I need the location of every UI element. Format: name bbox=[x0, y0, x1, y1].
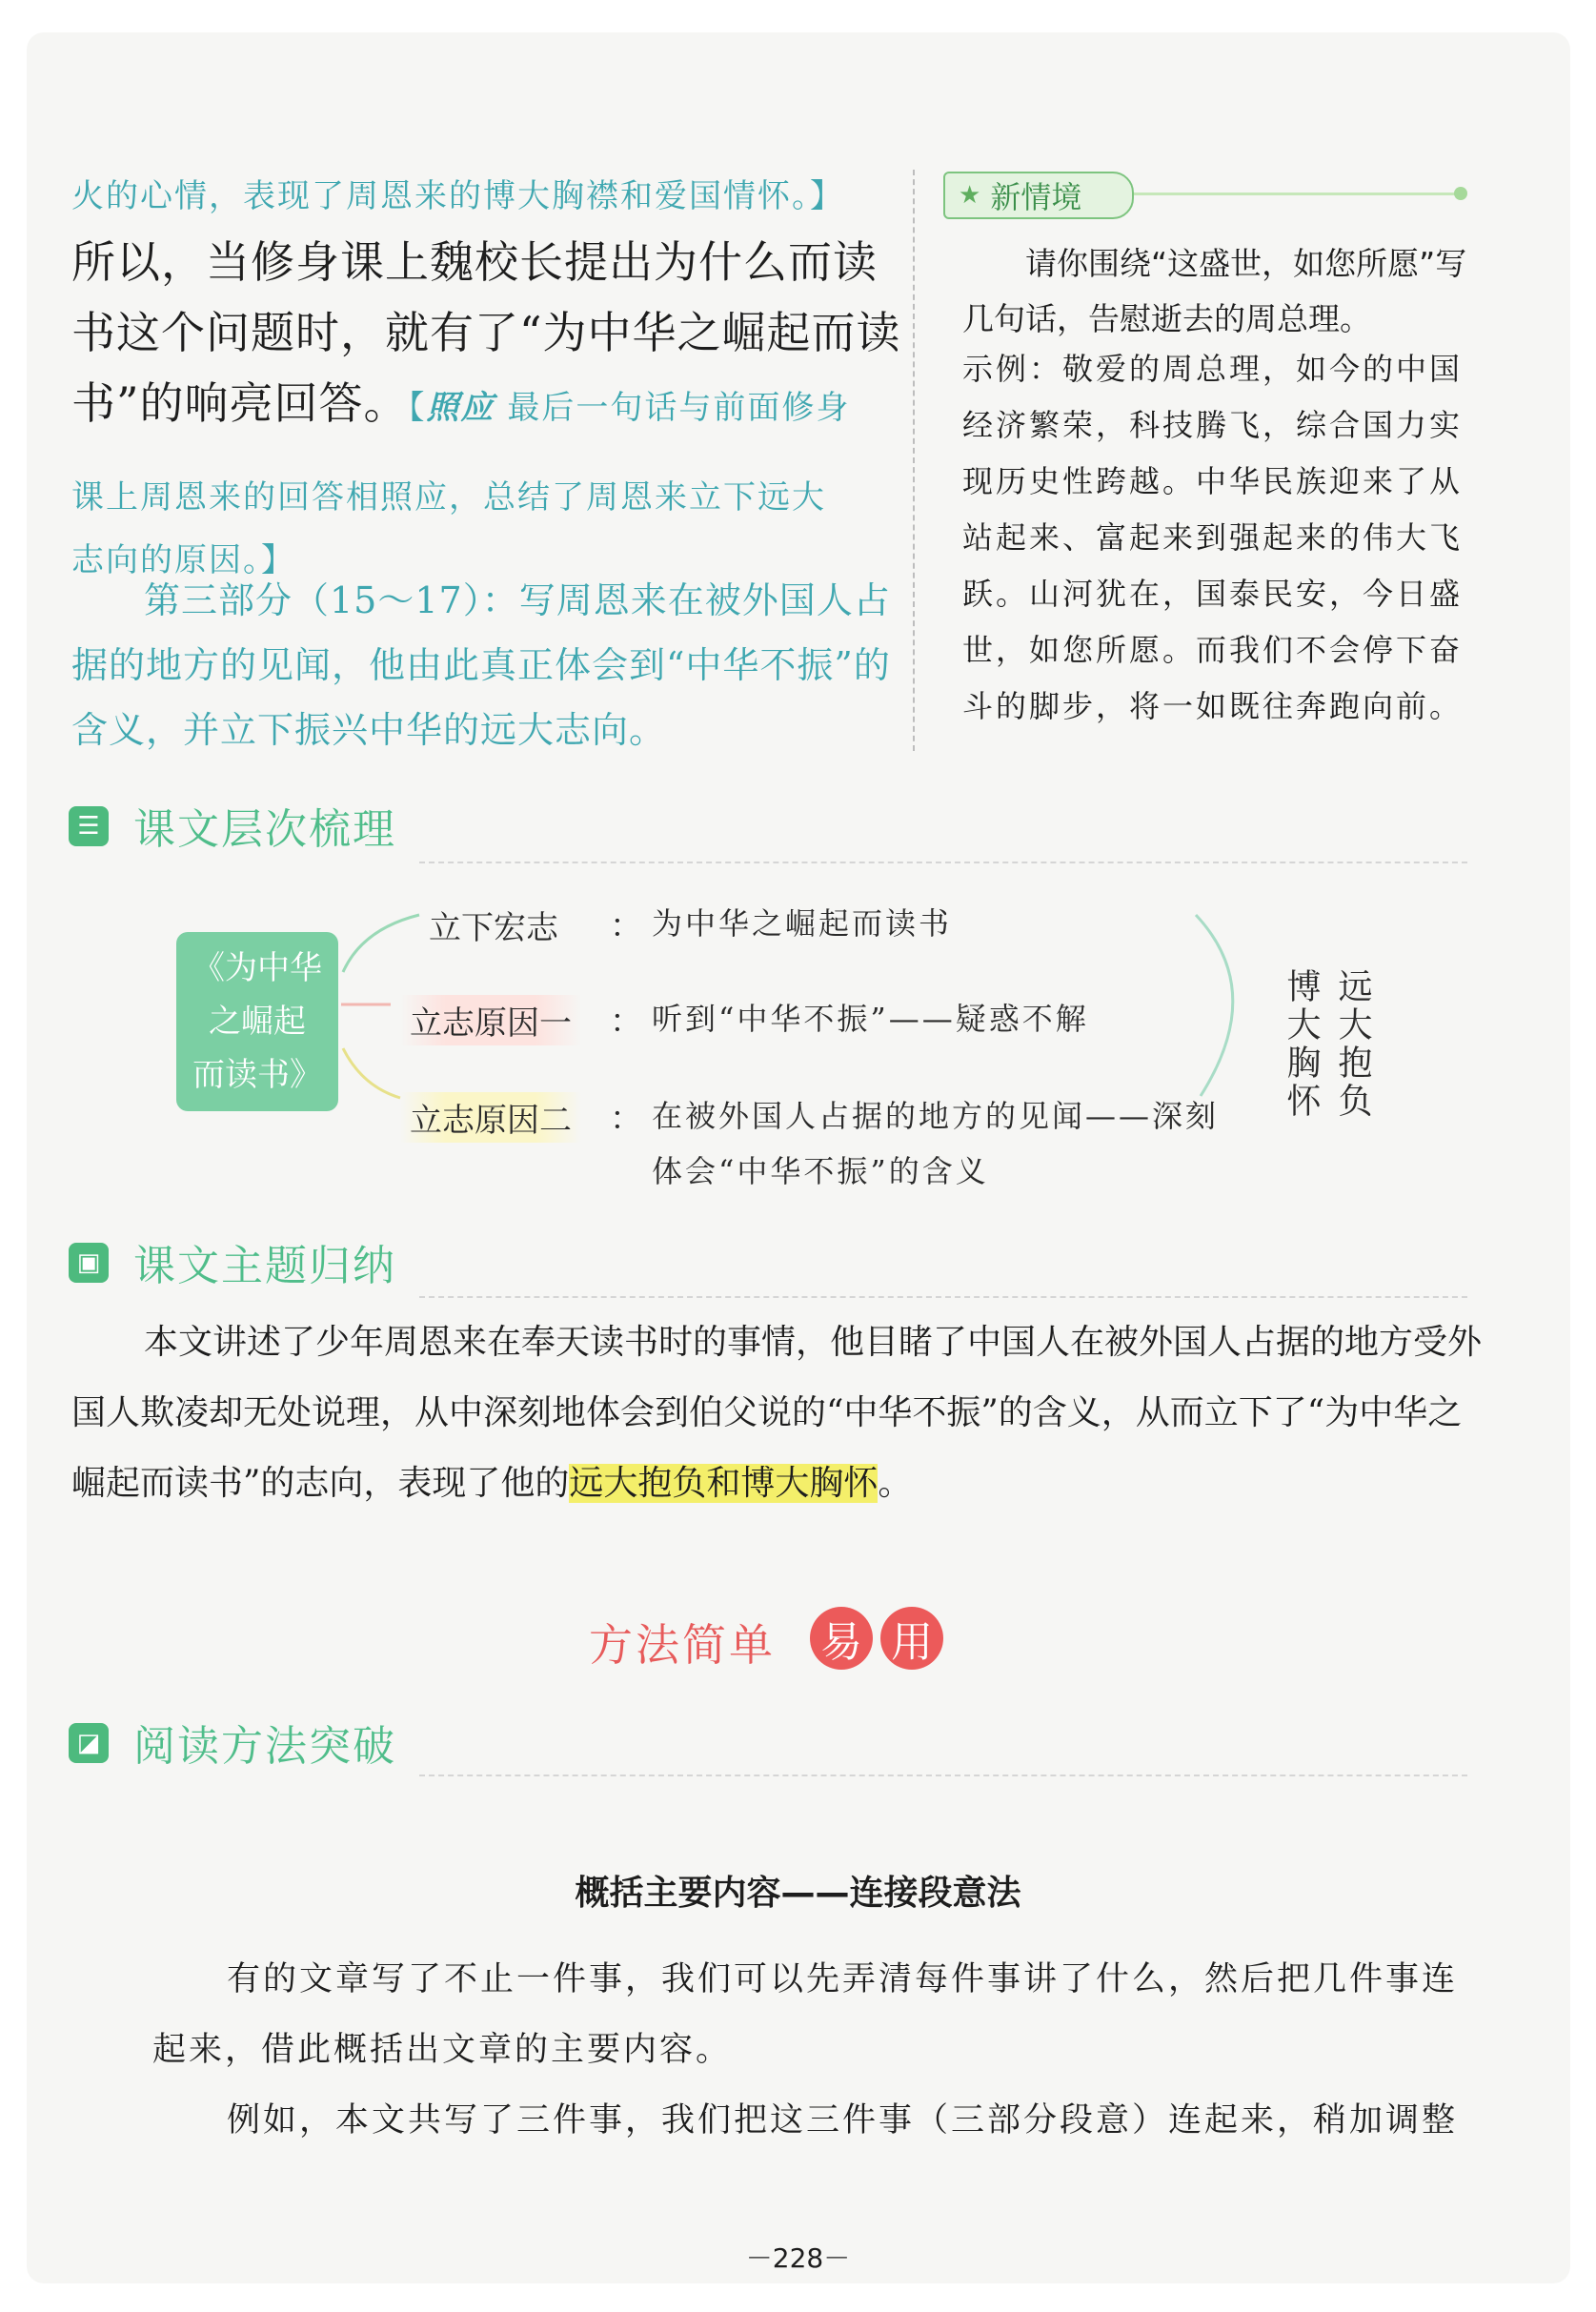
tag-rule bbox=[1134, 193, 1458, 195]
outline-colon: ： bbox=[610, 1003, 642, 1041]
outline-text-3: 在被外国人占据的地方的见闻——深刻 bbox=[652, 1098, 1220, 1134]
outline-title-line: 而读书》 bbox=[192, 1056, 322, 1094]
main-paragraph-text: 所以，当修身课上魏校长提出为什么而读书这个问题时，就有了“为中华之崛起而读书”的响亮回答。 bbox=[71, 236, 901, 429]
theme-text: 本文讲述了少年周恩来在奉天读书时的事情，他目睹了中国人在被外国人占据的地方受外国人欺凌却无处说理，从中深刻地体会到伯父说的“中华不振”的含义，从而立下了“为中华之崛起而读书”的志向，表现了他的 bbox=[71, 1323, 1483, 1503]
theme-paragraph bbox=[71, 1308, 1482, 1519]
annotation-text: 最后一句话与前面修身 bbox=[495, 389, 851, 427]
annotation-line-2: 课上周恩来的回答相照应，总结了周恩来立下远大 bbox=[71, 478, 826, 517]
section-title-structure: 课文层次梳理 bbox=[133, 805, 396, 854]
column-divider bbox=[913, 170, 915, 751]
outline-colon: ： bbox=[610, 907, 642, 945]
outline-colon: ： bbox=[610, 1100, 642, 1138]
connector-top bbox=[343, 915, 419, 972]
method-paragraph-1: 有的文章写了不止一件事，我们可以先弄清每件事讲了什么，然后把几件事连起来，借此概括出文章的主要内容。 bbox=[152, 1960, 1459, 2069]
image-icon: ◪ bbox=[69, 1723, 109, 1763]
annotation-line-3: 志向的原因。】 bbox=[71, 541, 295, 579]
summary-brace bbox=[1196, 915, 1233, 1096]
outline-text-1: 为中华之崛起而读书 bbox=[652, 905, 953, 942]
outline-label-2: 立志原因一 bbox=[400, 995, 581, 1045]
list-icon: ☰ bbox=[69, 806, 109, 846]
section-title-theme: 课文主题归纳 bbox=[133, 1242, 396, 1290]
outline-text-2: 听到“中华不振”——疑惑不解 bbox=[652, 1001, 1089, 1037]
bracket-open: 【 bbox=[408, 389, 427, 427]
outline-title-line: 之崛起 bbox=[209, 1003, 306, 1041]
outline-text-3b: 体会“中华不振”的含义 bbox=[652, 1153, 989, 1189]
method-badge-easy: 易 bbox=[810, 1607, 873, 1670]
new-context-label: 新情境 bbox=[990, 179, 1082, 215]
theme-highlight: 远大抱负和博大胸怀 bbox=[569, 1464, 879, 1503]
outline-label-3: 立志原因二 bbox=[400, 1092, 581, 1143]
annotation-tag: 照应 bbox=[426, 389, 495, 427]
tag-rule-dot bbox=[1454, 187, 1467, 200]
method-banner-text: 方法简单 bbox=[589, 1619, 776, 1671]
outline-title-line: 《为中华 bbox=[192, 949, 322, 987]
theme-end: 。 bbox=[878, 1464, 913, 1503]
annotation-note bbox=[409, 389, 851, 427]
outline-title-box bbox=[176, 932, 338, 1111]
badge-icon: ▣ bbox=[69, 1243, 109, 1283]
section-rule bbox=[419, 1296, 1467, 1298]
new-context-question: 请你围绕“这盛世，如您所愿”写几句话，告慰逝去的周总理。 bbox=[962, 245, 1467, 337]
section-rule bbox=[419, 1775, 1467, 1776]
continued-note-line: 火的心情，表现了周恩来的博大胸襟和爱国情怀。】 bbox=[71, 177, 844, 215]
section-title-reading: 阅读方法突破 bbox=[133, 1722, 396, 1771]
new-context-example: 示例：敬爱的周总理，如今的中国经济繁荣，科技腾飞，综合国力实现历史性跨越。中华民族迎来了从站起来、富起来到强起来的伟大飞跃。山河犹在，国泰民安，今日盛世，如您所愿。而我们不会停下奋斗的脚步，将一如既往奔跑向前。 bbox=[962, 351, 1464, 724]
outline-label-1: 立下宏志 bbox=[429, 909, 558, 947]
page-number: －228－ bbox=[745, 2242, 851, 2274]
method-badge-use: 用 bbox=[880, 1607, 943, 1670]
method-subtitle: 概括主要内容——连接段意法 bbox=[575, 1874, 1021, 1913]
connector-bottom bbox=[343, 1048, 400, 1098]
star-icon: ★ bbox=[959, 181, 981, 210]
section-rule bbox=[419, 862, 1467, 863]
method-paragraph-2: 例如，本文共写了三件事，我们把这三件事（三部分段意）连起来，稍加调整 bbox=[227, 2101, 1459, 2140]
new-context-tag bbox=[943, 172, 1134, 219]
summary-col-ambition: 远大抱负 bbox=[1333, 968, 1372, 1121]
part-three-summary: 第三部分（15～17）：写周恩来在被外国人占据的地方的见闻，他由此真正体会到“中华不振”的含义，并立下振兴中华的远大志向。 bbox=[71, 579, 891, 751]
summary-col-broad-mind: 博大胸怀 bbox=[1282, 968, 1321, 1121]
main-paragraph bbox=[71, 227, 910, 443]
